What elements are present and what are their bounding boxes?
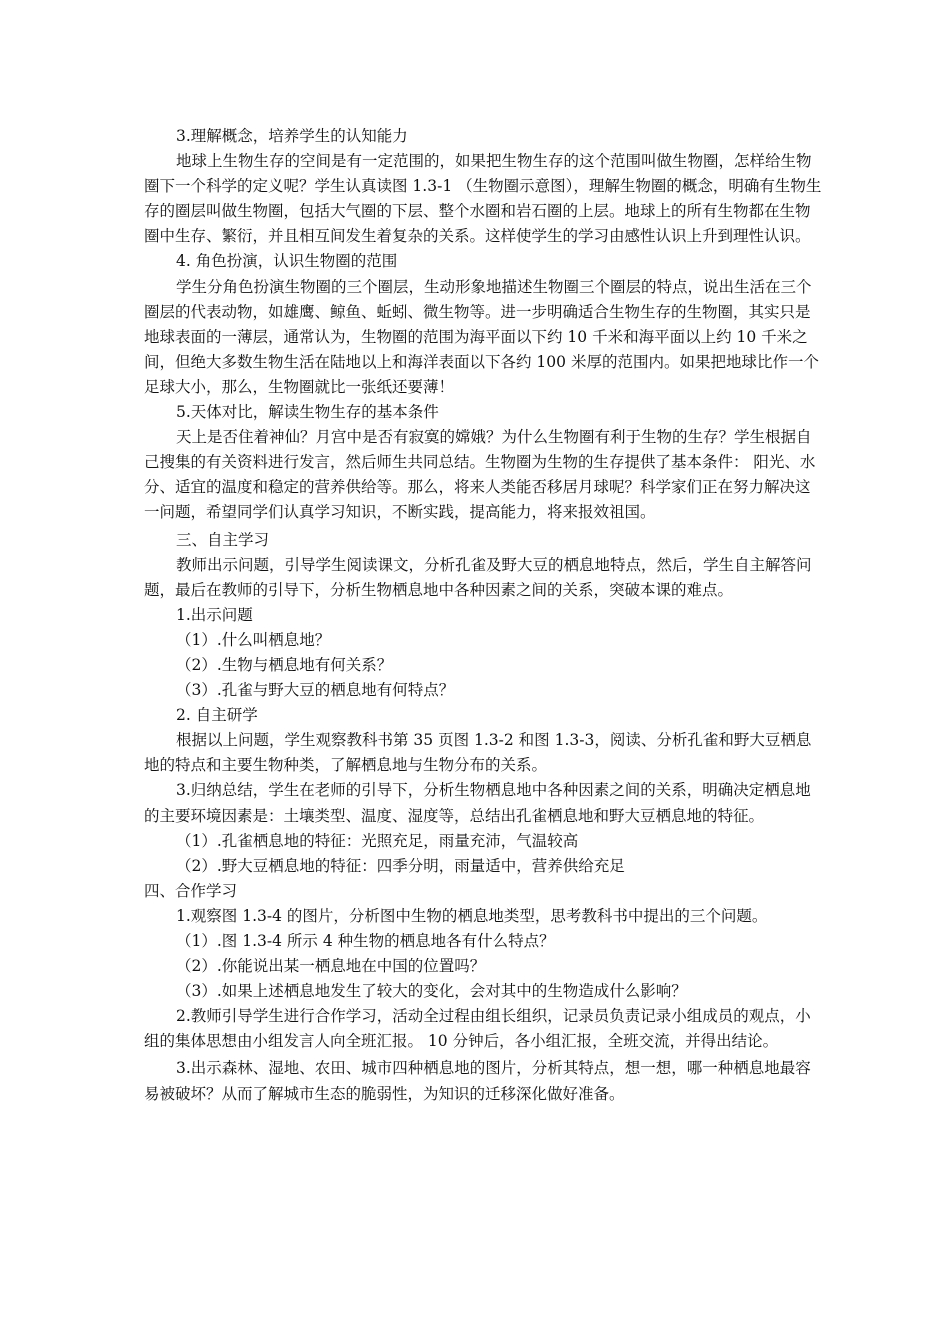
section-heading-cooperative-learning: 四、合作学习 xyxy=(144,881,238,900)
paragraph-biosphere-range: 学生分角色扮演生物圈的三个圈层，生动形象地描述生物圈三个圈层的特点，说出生活在三个圈层的代表动物，如雄鹰、鲸鱼、蚯蚓、微生物等。进一步明确适合生物生存的生物圈，其实只是地球表面的一薄层，通常认为，生物圈的范围为海平面以下约 10 千米和海平面以上约 10 千米之间，但绝大多数生物生活在陆地以上和海洋表面以下各约 100 米厚的范围内。如果把地球比作一个足球大小，那么，生物圈就比一张纸还要薄！ xyxy=(144,277,819,396)
paragraph-basic-conditions: 天上是否住着神仙？月宫中是否有寂寞的嫦娥？为什么生物圈有利于生物的生存？学生根据自己搜集的有关资料进行发言，然后师生共同总结。生物圈为生物的生存提供了基本条件： 阳光、水分、适宜的温度和稳定的营养供给等。那么，将来人类能否移居月球呢？科学家们正在努力解决这一问题，希望同学们认真学习知识，不断实践，提高能力，将来报效祖国。 xyxy=(144,428,816,522)
question-item: （2）.生物与栖息地有何关系？ xyxy=(176,655,393,674)
paragraph-summary: 3.归纳总结，学生在老师的引导下，分析生物栖息地中各种因素之间的关系，明确决定栖息地的主要环境因素是：土壤类型、温度、湿度等，总结出孔雀栖息地和野大豆栖息地的特征。 xyxy=(144,781,811,825)
question-item: （1）.图 1.3-4 所示 4 种生物的栖息地各有什么特点？ xyxy=(176,932,555,950)
paragraph-habitat-pictures: 3.出示森林、湿地、农田、城市四种栖息地的图片，分析其特点，想一想，哪一种栖息地最容易被破坏？从而了解城市生态的脆弱性，为知识的迁移深化做好准备。 xyxy=(144,1059,811,1103)
heading-show-questions: 1.出示问题 xyxy=(176,605,253,624)
paragraph-biosphere-definition: 地球上生物生存的空间是有一定范围的，如果把生物生存的这个范围叫做生物圈，怎样给生物圈下一个科学的定义呢？学生认真读图 1.3-1 （生物圈示意图），理解生物圈的概念，明确有生物生存的圈层叫做生物圈，包括大气圈的下层、整个水圈和岩石圈的上层。地球上的所有生物都在生物圈中生存、繁衍，并且相互间发生着复杂的关系。这样使学生的学习由感性认识上升到理性认识。 xyxy=(144,152,822,246)
heading-understand-concept: 3.理解概念，培养学生的认知能力 xyxy=(176,127,408,145)
question-item: （2）.你能说出某一栖息地在中国的位置吗？ xyxy=(176,957,486,976)
paragraph-self-study-intro: 教师出示问题，引导学生阅读课文，分析孔雀及野大豆的栖息地特点，然后，学生自主解答问题，最后在教师的引导下，分析生物栖息地中各种因素之间的关系，突破本课的难点。 xyxy=(144,555,812,599)
question-item: （3）.如果上述栖息地发生了较大的变化，会对其中的生物造成什么影响？ xyxy=(176,982,687,1001)
document-body xyxy=(144,124,824,1107)
paragraph-group-work: 2.教师引导学生进行合作学习，活动全过程由组长组织，记录员负责记录小组成员的观点，小组的集体思想由小组发言人向全班汇报。 10 分钟后，各小组汇报，全班交流，并得出结论。 xyxy=(144,1007,811,1051)
question-item: （1）.什么叫栖息地？ xyxy=(176,630,331,649)
feature-item: （2）.野大豆栖息地的特征：四季分明，雨量适中，营养供给充足 xyxy=(176,856,625,875)
section-heading-self-study: 三、自主学习 xyxy=(176,530,270,549)
heading-independent-research: 2. 自主研学 xyxy=(176,706,258,725)
question-item: （3）.孔雀与野大豆的栖息地有何特点？ xyxy=(176,681,455,700)
paragraph-observe-figure: 1.观察图 1.3-4 的图片，分析图中生物的栖息地类型，思考教科书中提出的三个问题。 xyxy=(176,906,768,925)
feature-item: （1）.孔雀栖息地的特征：光照充足，雨量充沛，气温较高 xyxy=(176,831,579,850)
heading-role-play: 4. 角色扮演，认识生物圈的范围 xyxy=(176,252,398,271)
paragraph-independent-research: 根据以上问题，学生观察教科书第 35 页图 1.3-2 和图 1.3-3，阅读、分析孔雀和野大豆栖息地的特点和主要生物种类，了解栖息地与生物分布的关系。 xyxy=(144,731,812,775)
heading-celestial-comparison: 5.天体对比，解读生物生存的基本条件 xyxy=(176,403,439,422)
